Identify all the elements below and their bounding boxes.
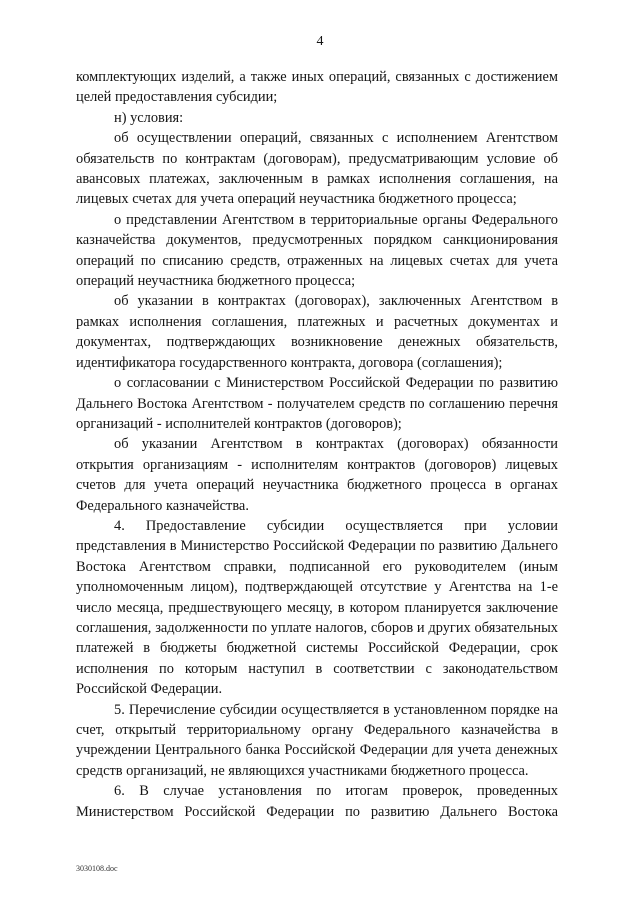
paragraph-9: 5. Перечисление субсидии осуществляется в установленном порядке на счет, открытый территориальному органу Федерального казначейства в учреждении Центрального банка Российской Федерации для учета денежных средств организаций, не являющихся участниками бюджетного процесса. — [76, 701, 558, 779]
footer-filename: 3030108.doc — [76, 864, 118, 873]
paragraph-7: об указании Агентством в контрактах (договорах) обязанности открытия организациям - исполнителям контрактов (договоров) лицевых счетов для учета операций неучастника бюджетного процесса в органах Федерального казначейства. — [76, 436, 558, 514]
paragraph-3: об осуществлении операций, связанных с исполнением Агентством обязательств по контрактам (договорам), предусматривающим условие об авансовых платежах, заключенным в рамках исполнения соглашения, на лицевых счетах для учета операций неучастника бюджетного процесса; — [76, 130, 558, 208]
paragraph-6: о согласовании с Министерством Российской Федерации по развитию Дальнего Востока Агентством - получателем средств по соглашению перечня организаций - исполнителей контрактов (договоров); — [76, 375, 558, 432]
paragraph-10: 6. В случае установления по итогам проверок, проведенных Министерством Российской Федерации по развитию Дальнего Востока — [76, 783, 558, 820]
page-number: 4 — [316, 34, 324, 49]
document-body — [76, 67, 558, 822]
paragraph-1: комплектующих изделий, а также иных операций, связанных с достижением целей предоставления субсидии; — [76, 69, 558, 106]
paragraph-5: об указании в контрактах (договорах), заключенных Агентством в рамках исполнения соглашения, платежных и расчетных документах и документах, подтверждающих возникновение денежных обязательств, идентификатора государственного контракта, договора (соглашения); — [76, 293, 558, 371]
paragraph-8: 4. Предоставление субсидии осуществляется при условии представления в Министерство Российской Федерации по развитию Дальнего Востока Агентством справки, подписанной его руководителем (иным уполномоченным лицом), подтверждающей отсутствие у Агентства на 1-е число месяца, предшествующего месяцу, в котором планируется заключение соглашения, задолженности по уплате налогов, сборов и других обязательных платежей в бюджеты бюджетной системы Российской Федерации, срок исполнения по которым наступил в соответствии с законодательством Российской Федерации. — [76, 517, 558, 698]
paragraph-2: н) условия: — [114, 109, 184, 126]
paragraph-4: о представлении Агентством в территориальные органы Федерального казначейства документов, предусмотренных порядком санкционирования операций по списанию средств, отраженных на лицевых счетах для учета операций неучастника бюджетного процесса; — [76, 211, 558, 290]
